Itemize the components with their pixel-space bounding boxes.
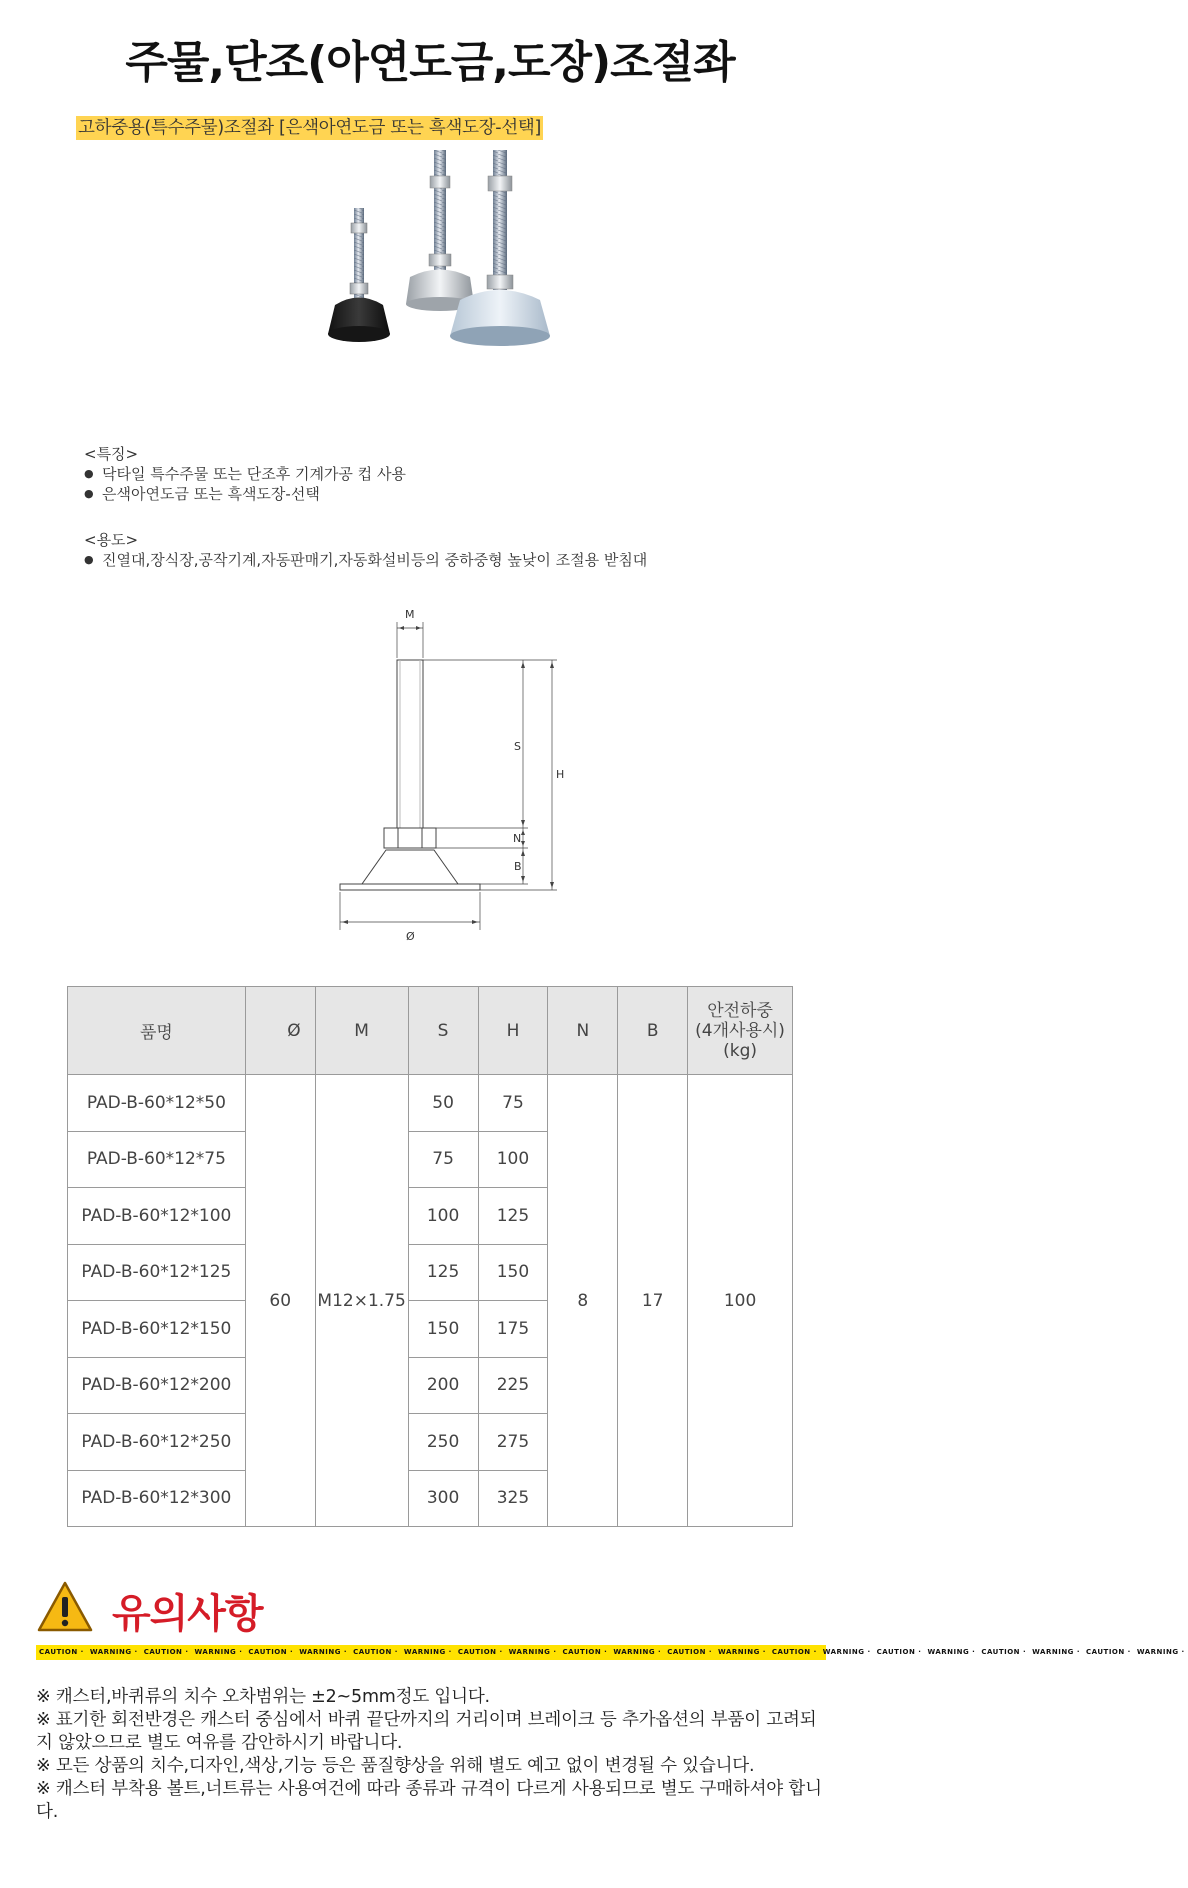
- cell-name: PAD-B-60*12*200: [68, 1357, 246, 1414]
- tape-word: WARNING ·: [299, 1648, 348, 1656]
- label-phi: Ø: [406, 930, 415, 943]
- header-s: S: [408, 987, 478, 1075]
- tape-word: CAUTION ·: [39, 1648, 84, 1656]
- dimension-diagram: [320, 600, 580, 960]
- subtitle-text: 고하중용(특수주물)조절좌 [은색아연도금 또는 흑색도장-선택]: [78, 118, 542, 138]
- cell-h: 325: [478, 1470, 548, 1527]
- black-leveling-foot: [328, 208, 390, 342]
- label-m: M: [405, 608, 415, 621]
- warning-triangle-icon: [36, 1580, 94, 1634]
- subtitle-banner: [76, 114, 543, 139]
- cell-h: 100: [478, 1131, 548, 1188]
- cell-name: PAD-B-60*12*75: [68, 1131, 246, 1188]
- note-item: ※ 캐스터,바퀴류의 치수 오차범위는 ±2~5mm정도 입니다.: [36, 1687, 490, 1707]
- caution-notes: [36, 1686, 826, 1824]
- cell-name: PAD-B-60*12*250: [68, 1414, 246, 1471]
- spec-table: [67, 986, 793, 1527]
- cell-name: PAD-B-60*12*125: [68, 1244, 246, 1301]
- label-s: S: [514, 740, 521, 753]
- label-n: N: [513, 832, 522, 845]
- cell-name: PAD-B-60*12*150: [68, 1301, 246, 1358]
- usage-heading: <용도>: [84, 531, 139, 549]
- cell-s: 75: [408, 1131, 478, 1188]
- tape-word: WARNING ·: [89, 1648, 138, 1656]
- note-item: ※ 표기한 회전반경은 캐스터 중심에서 바퀴 끝단까지의 거리이며 브레이크 등 추가옵션의 부품이 고려되지 않았으므로 별도 여유를 감안하시기 바랍니다.: [36, 1710, 817, 1753]
- tape-word: CAUTION ·: [771, 1648, 817, 1656]
- header-load: [688, 987, 793, 1075]
- tape-word: CAUTION ·: [248, 1648, 294, 1656]
- silver-leveling-foot: [406, 150, 474, 311]
- tape-word: CAUTION ·: [353, 1648, 398, 1656]
- cell-n: 8: [548, 1075, 618, 1527]
- cell-s: 250: [408, 1414, 478, 1471]
- tape-word: WARNING ·: [1136, 1648, 1185, 1656]
- tape-word: WARNING ·: [194, 1648, 243, 1656]
- tape-word: CAUTION ·: [562, 1648, 608, 1656]
- caution-tape: [36, 1645, 1185, 1660]
- tape-word: CAUTION ·: [876, 1648, 922, 1656]
- tape-word: WARNING ·: [718, 1648, 766, 1656]
- header-h: H: [478, 987, 548, 1075]
- table-row: [68, 1075, 793, 1132]
- features-section: [84, 444, 406, 504]
- header-name: 품명: [68, 987, 246, 1075]
- cell-s: 125: [408, 1244, 478, 1301]
- cell-h: 125: [478, 1188, 548, 1245]
- header-b: B: [618, 987, 688, 1075]
- bolt-shape: [397, 660, 423, 828]
- cell-b: 17: [618, 1075, 688, 1527]
- cell-s: 150: [408, 1301, 478, 1358]
- note-item: ※ 캐스터 부착용 볼트,너트류는 사용여건에 따라 종류과 규격이 다르게 사용되므로 별도 구매하셔야 합니다.: [36, 1779, 822, 1822]
- list-item: ● 닥타일 특수주물 또는 단조후 기계가공 컵 사용: [84, 464, 406, 484]
- cell-h: 75: [478, 1075, 548, 1132]
- list-item: ● 진열대,장식장,공작기계,자동판매기,자동화설비등의 중하중형 높낮이 조절용 받침대: [84, 550, 647, 570]
- label-b: B: [514, 860, 522, 873]
- header-phi: Ø: [245, 987, 315, 1075]
- zinc-leveling-foot: [450, 150, 550, 346]
- cell-s: 100: [408, 1188, 478, 1245]
- page-title: 주물,단조(아연도금,도장)조절좌: [125, 37, 735, 88]
- cell-name: PAD-B-60*12*50: [68, 1075, 246, 1132]
- tape-word: WARNING ·: [508, 1648, 557, 1656]
- list-item: ● 은색아연도금 또는 흑색도장-선택: [84, 484, 406, 504]
- cell-h: 175: [478, 1301, 548, 1358]
- tape-word: WARNING ·: [613, 1648, 662, 1656]
- cell-s: 50: [408, 1075, 478, 1132]
- cell-h: 275: [478, 1414, 548, 1471]
- tape-word: WARNING ·: [403, 1648, 452, 1656]
- tape-word: CAUTION ·: [1086, 1648, 1131, 1656]
- cell-h: 225: [478, 1357, 548, 1414]
- header-load-line1: 안전하중: [707, 1000, 773, 1021]
- tape-word: CAUTION ·: [981, 1648, 1027, 1656]
- cell-name: PAD-B-60*12*300: [68, 1470, 246, 1527]
- usage-list: [84, 550, 647, 570]
- tape-word: CAUTION ·: [143, 1648, 189, 1656]
- usage-section: [84, 530, 647, 570]
- cell-s: 300: [408, 1470, 478, 1527]
- header-load-line2: (4개사용시): [695, 1020, 785, 1041]
- cell-phi: 60: [245, 1075, 315, 1527]
- nut-shape: [384, 828, 436, 848]
- table-header-row: [68, 987, 793, 1075]
- note-item: ※ 모든 상품의 치수,디자인,색상,기능 등은 품질향상을 위해 별도 예고 없이 변경될 수 있습니다.: [36, 1756, 755, 1776]
- tape-word: WARNING ·: [1032, 1648, 1081, 1656]
- features-list: [84, 464, 406, 504]
- tape-word: CAUTION ·: [457, 1648, 503, 1656]
- tape-word: WARNING ·: [822, 1648, 871, 1656]
- header-load-line3: (kg): [723, 1040, 757, 1061]
- tape-word: CAUTION ·: [667, 1648, 713, 1656]
- caution-title: 유의사항: [112, 1591, 263, 1637]
- base-shape: [362, 850, 458, 884]
- cell-s: 200: [408, 1357, 478, 1414]
- header-n: N: [548, 987, 618, 1075]
- cell-m: M12×1.75: [315, 1075, 408, 1527]
- features-heading: <특징>: [84, 445, 139, 463]
- tape-word: WARNING ·: [927, 1648, 976, 1656]
- header-m: M: [315, 987, 408, 1075]
- cell-load: 100: [688, 1075, 793, 1527]
- cell-name: PAD-B-60*12*100: [68, 1188, 246, 1245]
- label-h: H: [556, 768, 565, 781]
- product-photo: [170, 150, 690, 428]
- cell-h: 150: [478, 1244, 548, 1301]
